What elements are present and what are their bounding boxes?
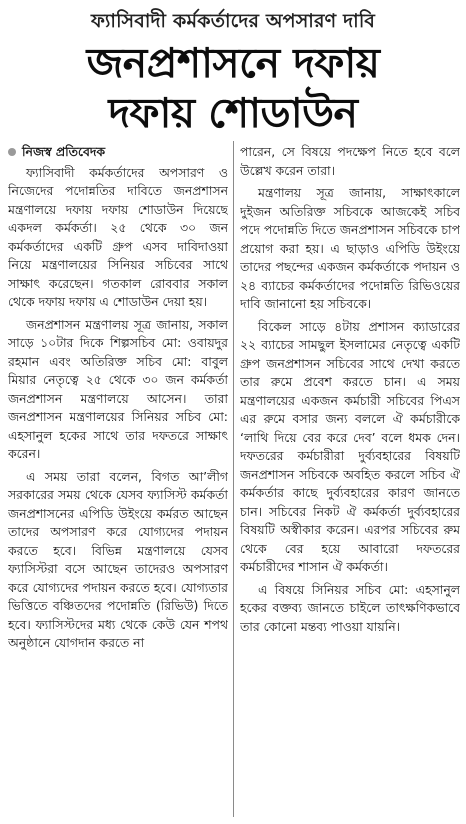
article-kicker: ফ্যাসিবাদী কর্মকর্তাদের অপসারণ দাবি bbox=[90, 10, 376, 32]
byline-text: নিজস্ব প্রতিবেদক bbox=[22, 144, 106, 159]
article-paragraph: ফ্যাসিবাদী কর্মকর্তাদের অপসারণ ও নিজেদের পদোন্নতির দাবিতে জনপ্রশাসন মন্ত্রণালয়ে দফায় দফায় শোডাউন দিয়েছে একদল কর্মকর্তা। ২৫ থেকে ৩০ জন কর্মকর্তাদের একটি গ্রুপ এসব দাবিদাওয়া নিয়ে মন্ত্রণালয়ের সিনিয়র সচিবের সাথে সাক্ষাৎ করেছেন। গতকাল রোববার সকাল থেকে দফায় দফায় এ শোডাউন দেয়া হয়। bbox=[8, 164, 228, 309]
column-divider bbox=[233, 141, 234, 817]
article-paragraph: এ সময় তারা বলেন, বিগত আ’লীগ সরকারের সময় থেকে যেসব ফ্যাসিস্ট কর্মকর্তা জনপ্রশাসনের এপিডি উইংয়ে কর্মরত আছেন তাদের অপসারণ করে যোগ্যদের পদায়ন করতে হবে। বিভিন্ন মন্ত্রণালয়ে যেসব ফ্যাসিস্টরা বসে আছেন তাদেরও অপসারণ করে যোগ্যদের পদায়ন করতে হবে। যোগ্যতার ভিত্তিতে বঞ্চিতদের পদোন্নতি (রিভিউ) দিতে হবে। ফ্যাসিস্টদের মধ্য থেকে কেউ যেন শপথ অনুষ্ঠানে যোগদান করতে না bbox=[8, 468, 228, 650]
article-column-right bbox=[240, 143, 460, 819]
article-paragraph: পারেন, সে বিষয়ে পদক্ষেপ নিতে হবে বলে উল্লেখ করেন তারা। bbox=[240, 144, 460, 178]
byline bbox=[8, 143, 228, 162]
article-paragraph: বিকেল সাড়ে ৪টায় প্রশাসন ক্যাডারের ২২ ব্যাচের সামছুল ইসলামের নেতৃত্বে একটি গ্রুপ জনপ্রশাসন সচিবের সাথে দেখা করতে তার রুমে প্রবেশ করতে চান। এ সময় মন্ত্রণালয়ের একজন কর্মচারী সচিবের পিএস এর রুমে বসার জন্য বললে ঐ কর্মচারীকে ‘লাথি দিয়ে বের করে দেব’ বলে ধমক দেন। দফতরের কর্মচারীরা দুর্ব্যবহারের বিষয়টি জনপ্রশাসন সচিবকে অবহিত করলে সচিব ঐ কর্মকর্তার কাছে দুর্ব্যবহারের কারণ জানতে চান। সচিবের নিকট ঐ কর্মকর্তা দুর্ব্যবহারের বিষয়টি অস্বীকার করেন। এরপর সচিবের রুম থেকে বের হয়ে আবারো দফতরের কর্মচারীদের শাসান ঐ কর্মকর্তা। bbox=[240, 318, 460, 574]
article-paragraph: মন্ত্রণালয় সূত্র জানায়, সাক্ষাৎকালে দুইজন অতিরিক্ত সচিবকে আজকেই সচিব পদে পদোন্নতি দিতে জনপ্রশাসন সচিবকে চাপ প্রয়োগ করা হয়। এ ছাড়াও এপিডি উইংয়ে তাদের পছন্দের একজন কর্মকর্তাকে পদায়ন ও ২৪ ব্যাচের কর্মকর্তাদের পদোন্নতি রিভিওয়ের দাবি জানানো হয় সচিবকে। bbox=[240, 185, 460, 311]
bullet-icon bbox=[8, 148, 16, 156]
article-paragraph: জনপ্রশাসন মন্ত্রণালয় সূত্র জানায়, সকাল সাড়ে ১০টার দিকে শিল্পসচিব মো: ওবায়দুর রহমান এবং অতিরিক্ত সচিব মো: বাবুল মিয়ার নেতৃত্বে ২৫ থেকে ৩০ জন কর্মকর্তা জনপ্রশাসন মন্ত্রণালয়ে আসেন। তারা জনপ্রশাসন মন্ত্রণালয়ের সিনিয়র সচিব মো: এহসানুল হকের সাথে তার দফতরে সাক্ষাৎ করেন। bbox=[8, 316, 228, 461]
headline-line-1: জনপ্রশাসনে দফায় bbox=[86, 39, 380, 87]
headline-line-2: দফায় শোডাউন bbox=[108, 89, 358, 137]
article-paragraph: এ বিষয়ে সিনিয়র সচিব মো: এহসানুল হকের বক্তব্য জানতে চাইলে তাৎক্ষণিকভাবে তার কোনো মন্তব্য পাওয়া যায়নি। bbox=[240, 581, 460, 634]
article-column-left bbox=[8, 143, 228, 819]
